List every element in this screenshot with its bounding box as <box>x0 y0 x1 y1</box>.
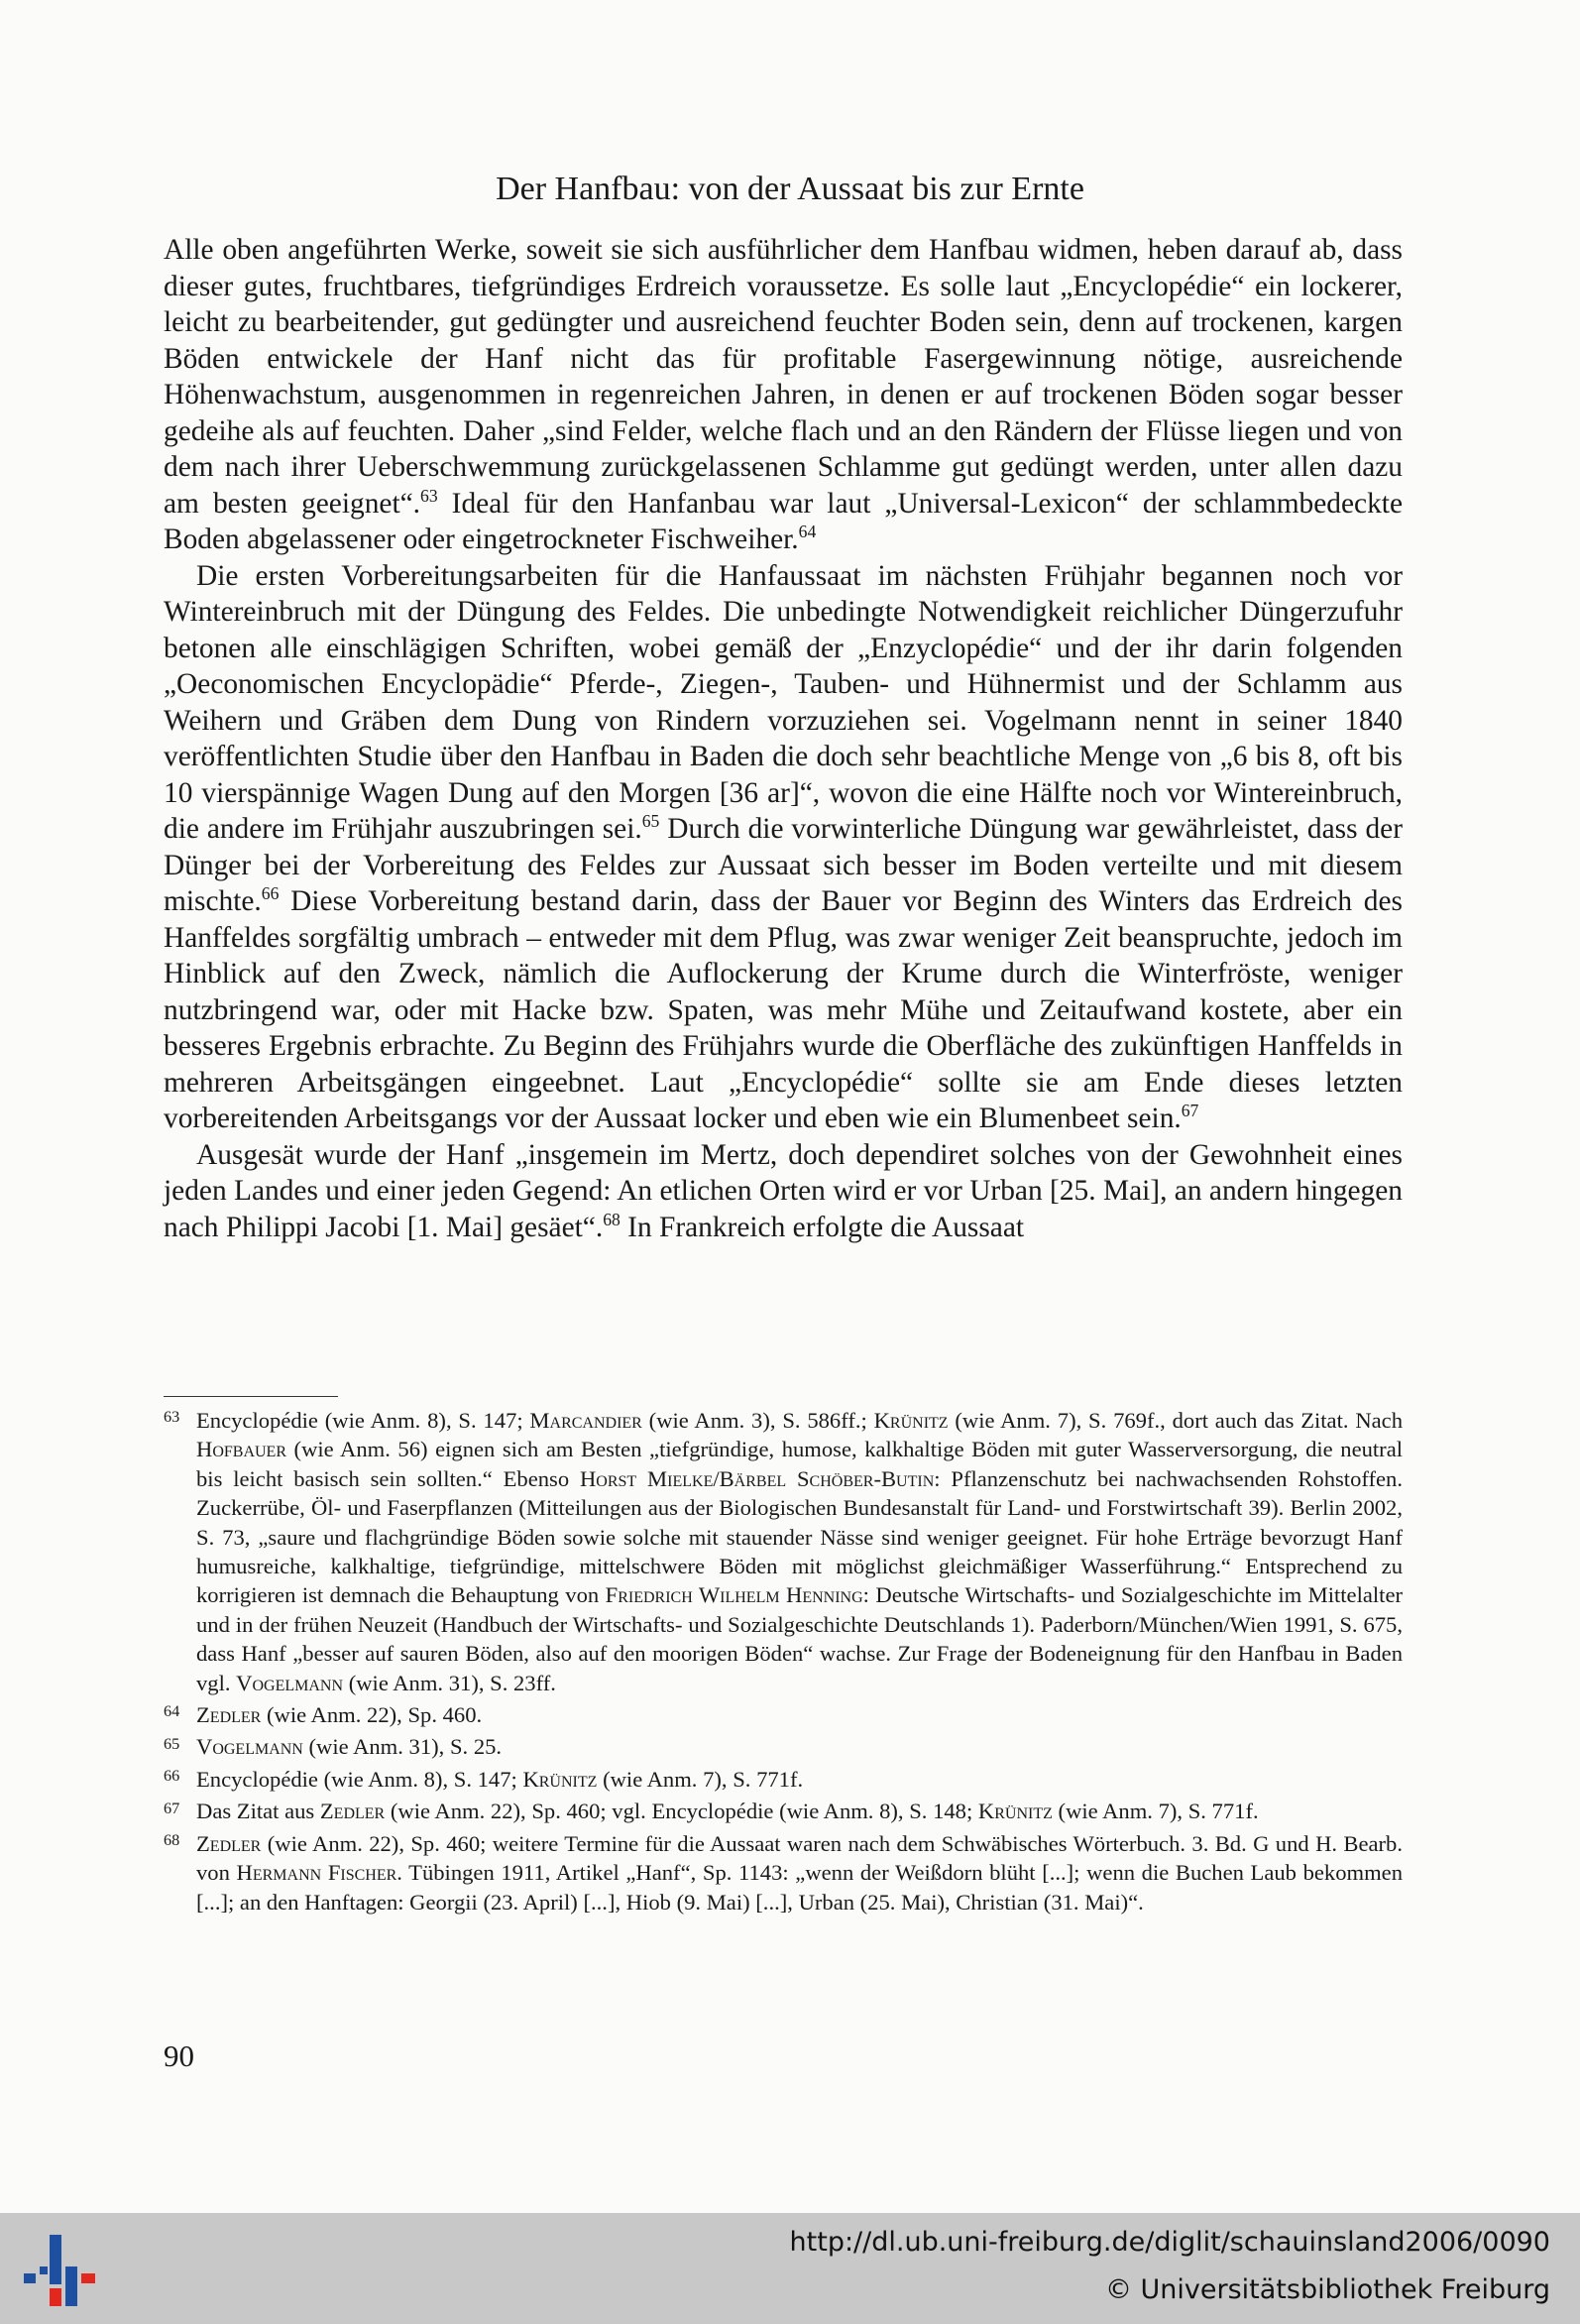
footnote-reference: 68 <box>603 1209 621 1229</box>
author-name: Friedrich Wilhelm Henning <box>605 1582 863 1608</box>
footnote-68: 68 Zedler (wie Anm. 22), Sp. 460; weitere Termine für die Aussaat waren nach dem Schwäbisches Wörterbuch. 3. Bd. G und H. Bearb. von Hermann Fischer. Tübingen 1911, Artikel „Hanf“, Sp. 1143: „wenn der Weißdorn blüht [...]; wenn die Buchen Laub bekommen [...]; an den Hanftagen: Georgii (23. April) [...], Hiob (9. Mai) [...], Urban (25. Mai), Christian (31. Mai)“. <box>164 1830 1403 1915</box>
footnote-text <box>196 1799 1259 1823</box>
text-run: : Deutsche Wirtschafts- und Sozialgeschichte im Mittelalter und in der frühen Neuzeit (Handbuch der Wirtschafts- und Sozialgeschichte Deutschlands 1). Paderborn/München/Wien 1991, S. 675, dass Hanf „besser auf sauren Böden, also auf den moorigen Böden“ wachse. Zur Frage der Bodeneignung für den Hanfbau in Baden vgl. <box>196 1582 1404 1695</box>
text-run: (wie Anm. 31), S. 23ff. <box>343 1670 556 1695</box>
text-run: Ausgesät wurde der Hanf „insgemein im Mertz, doch dependiret solches von der Gewohnheit eines jeden Landes und einer jeden Gegend: An etlichen Orten wird er vor Urban [25. Mai], an andern hingegen nach Philippi Jacobi [1. Mai] gesäet“. <box>164 1138 1403 1243</box>
footnote-text <box>196 1767 803 1792</box>
text-run: (wie Anm. 56) eignen sich am Besten „tiefgründige, humose, kalkhaltige Böden mit guter Wasserversorgung, die neutral bis leicht basisch sein sollten.“ Ebenso <box>196 1437 1403 1491</box>
author-name: Hofbauer <box>196 1437 286 1462</box>
footnote-reference: 67 <box>1181 1101 1199 1121</box>
footnote-reference: 65 <box>641 811 660 832</box>
text-run: Das Zitat aus <box>196 1799 320 1824</box>
text-run: (wie Anm. 7), S. 771f. <box>1052 1799 1259 1824</box>
footnote-reference: 66 <box>261 883 280 904</box>
text-run: Durch die vorwinterliche Düngung war gewährleistet, dass der Dünger bei der Vorbereitung des Feldes zur Aussaat sich besser im Boden verteilte und mit diesem mischte. <box>164 813 1403 917</box>
text-run: (wie Anm. 22), Sp. 460. <box>261 1702 483 1728</box>
copyright-notice: © Universitätsbibliothek Freiburg <box>1104 2274 1550 2305</box>
text-run: (wie Anm. 3), S. 586ff.; <box>641 1408 874 1433</box>
text-run: : Pflanzenschutz bei nachwachsenden Rohstoffen. Zuckerrübe, Öl- und Faserpflanzen (Mitteilungen aus der Biologischen Bundesanstalt für Land- und Forstwirtschaft 39). Berlin 2002, S. 73, „saure und flachgründige Böden sowie solche mit stauender Nässe sind weniger geeignet. Für hohe Erträge bevorzugt Hanf humusreiche, kalkhaltige, tiefgründige, mittelschwere Böden mit möglichst gleichmäßiger Wasserführung.“ Entsprechend zu korrigieren ist demnach die Behauptung von <box>196 1465 1403 1608</box>
footnote-65: 65 Vogelmann (wie Anm. 31), S. 25. <box>164 1734 503 1760</box>
author-name: Zedler <box>196 1830 262 1856</box>
text-run: (wie Anm. 7), S. 771f. <box>597 1766 804 1792</box>
text-run: Encyclopédie (wie Anm. 8), S. 147; <box>196 1766 523 1792</box>
footnote-66: 66 Encyclopédie (wie Anm. 8), S. 147; Krünitz (wie Anm. 7), S. 771f. <box>164 1766 804 1792</box>
text-run: In Frankreich erfolgte die Aussaat <box>620 1211 1025 1243</box>
footnote-text <box>196 1702 482 1727</box>
text-run: Encyclopédie (wie Anm. 8), S. 147; <box>196 1408 530 1433</box>
permalink-url[interactable]: http://dl.ub.uni-freiburg.de/diglit/schauinsland2006/0090 <box>789 2227 1550 2258</box>
author-name: Krünitz <box>977 1799 1053 1824</box>
author-name: Vogelmann <box>196 1734 303 1760</box>
text-run: (wie Anm. 7), S. 769f., dort auch das Zitat. Nach <box>948 1408 1403 1433</box>
footnote-reference: 63 <box>420 485 438 506</box>
footnote-text <box>196 1734 502 1759</box>
text-run: Diese Vorbereitung bestand darin, dass der Bauer vor Beginn des Winters das Erdreich des Hanffeldes sorgfältig umbrach – entweder mit dem Pflug, was zwar weniger Zeit beanspruchte, jedoch im Hinblick auf den Zweck, nämlich die Auflockerung der Krume durch die Winterfröste, weniger nutzbringend war, oder mit Hacke bzw. Spaten, was mehr Mühe und Zeitaufwand kostete, aber ein besseres Ergebnis erbrachte. Zu Beginn des Frühjahrs wurde die Oberfläche des zukünftigen Hanffelds in mehreren Arbeitsgängen eingeebnet. Laut „Encyclopédie“ sollte sie am Ende dieses letzten vorbereitenden Arbeitsgangs vor der Aussaat locker und eben wie ein Blumenbeet sein. <box>164 885 1403 1134</box>
body-paragraph-1 <box>164 232 1403 558</box>
text-run: (wie Anm. 22), Sp. 460; vgl. Encyclopédie (wie Anm. 8), S. 148; <box>385 1799 978 1824</box>
footnote-text <box>196 1831 1403 1915</box>
body-text <box>164 232 1403 1245</box>
author-name: Hermann Fischer <box>236 1860 397 1886</box>
footnote-divider <box>164 1396 338 1397</box>
text-run: Alle oben angeführten Werke, soweit sie sich ausführlicher dem Hanfbau widmen, heben darauf ab, dass dieser gutes, fruchtbares, tiefgründiges Erdreich voraussetze. Es solle laut „Encyclopédie“ ein lockerer, leicht zu bearbeitender, gut gedüngter und ausreichend feuchter Boden sein, denn auf trockenen, kargen Böden entwickele der Hanf nicht das für profitable Fasergewinnung nötige, ausreichende Höhenwachstum, ausgenommen in regenreichen Jahren, in denen er auf trockenen Böden sogar besser gedeihe als auf feuchten. Daher „sind Felder, welche flach und an den Rändern der Flüsse liegen und von dem nach ihrer Ueberschwemmung zurückgelassenen Schlamme gut gedüngt werden, unter allen dazu am besten geeignet“. <box>164 234 1403 520</box>
author-name: Horst Mielke/Bärbel Schöber-Butin <box>579 1465 935 1491</box>
text-run: . Tübingen 1911, Artikel „Hanf“, Sp. 1143: „wenn der Weißdorn blüht [...]; wenn die Buchen Laub bekommen [...]; an den Hanftagen: Georgii (23. April) [...], Hiob (9. Mai) [...], Urban (25. Mai), Christian (31. Mai)“. <box>196 1860 1403 1915</box>
author-name: Vogelmann <box>236 1670 344 1695</box>
text-run: (wie Anm. 31), S. 25. <box>302 1734 503 1760</box>
footnotes <box>164 1406 1403 1919</box>
author-name: Krünitz <box>522 1766 598 1792</box>
author-name: Krünitz <box>873 1408 949 1433</box>
footnote-reference: 64 <box>798 522 817 542</box>
text-run: Ideal für den Hanfanbau war laut „Universal-Lexicon“ der schlammbedeckte Boden abgelassener oder eingetrockneter Fischweiher. <box>164 487 1403 555</box>
footnote-64: 64 Zedler (wie Anm. 22), Sp. 460. <box>164 1702 483 1728</box>
body-paragraph-3 <box>164 1137 1403 1246</box>
footnote-63: 63 Encyclopédie (wie Anm. 8), S. 147; Marcandier (wie Anm. 3), S. 586ff.; Krünitz (wie Anm. 7), S. 769f., dort auch das Zitat. Nach Hofbauer (wie Anm. 56) eignen sich am Besten „tiefgründige, humose, kalkhaltige Böden mit guter Wasserversorgung, die neutral bis leicht basisch sein sollten.“ Ebenso Horst Mielke/Bärbel Schöber-Butin: Pflanzenschutz bei nachwachsenden Rohstoffen. Zuckerrübe, Öl- und Faserpflanzen (Mitteilungen aus der Biologischen Bundesanstalt für Land- und Forstwirtschaft 39). Berlin 2002, S. 73, „saure und flachgründige Böden sowie solche mit stauender Nässe sind weniger geeignet. Für hohe Erträge bevorzugt Hanf humusreiche, kalkhaltige, tiefgründige, mittelschwere Böden mit möglichst gleichmäßiger Wasserführung.“ Entsprechend zu korrigieren ist demnach die Behauptung von Friedrich Wilhelm Henning: Deutsche Wirtschafts- und Sozialgeschichte im Mittelalter und in der frühen Neuzeit (Handbuch der Wirtschafts- und Sozialgeschichte Deutschlands 1). Paderborn/München/Wien 1991, S. 675, dass Hanf „besser auf sauren Böden, also auf den moorigen Böden“ wachse. Zur Frage der Bodeneignung für den Hanfbau in Baden vgl. Vogelmann (wie Anm. 31), S. 23ff. <box>164 1408 1404 1695</box>
author-name: Zedler <box>196 1702 262 1728</box>
library-logo-icon <box>22 2229 99 2308</box>
footnote-text <box>196 1408 1403 1695</box>
author-name: Marcandier <box>529 1408 642 1433</box>
viewer-footer <box>0 2213 1580 2324</box>
author-name: Zedler <box>319 1799 386 1824</box>
page-number: 90 <box>164 2038 194 2073</box>
body-paragraph-2 <box>164 558 1403 1137</box>
text-run: (wie Anm. 22), Sp. 460; weitere Termine für die Aussaat waren nach dem Schwäbisches Wörterbuch. 3. Bd. G und H. Bearb. von <box>196 1830 1403 1886</box>
text-run: Die ersten Vorbereitungsarbeiten für die Hanfaussaat im nächsten Frühjahr begannen noch vor Wintereinbruch mit der Düngung des Feldes. Die unbedingte Notwendigkeit reichlicher Düngerzufuhr betonen alle einschlägigen Schriften, wobei gemäß der „Enzyclopédie“ und der ihr darin folgenden „Oeconomischen Encyclopädie“ Pferde-, Ziegen-, Tauben- und Hühnermist und der Schlamm aus Weihern und Gräben dem Dung von Rindern vorzuziehen sei. Vogelmann nennt in seiner 1840 veröffentlichten Studie über den Hanfbau in Baden die doch sehr beachtliche Menge von „6 bis 8, oft bis 10 vierspännige Wagen Dung auf den Morgen [36 ar]“, wovon die eine Hälfte noch vor Wintereinbruch, die andere im Frühjahr auszubringen sei. <box>164 559 1403 845</box>
section-heading: Der Hanfbau: von der Aussaat bis zur Ernte <box>496 171 1084 207</box>
footnote-67: 67 Das Zitat aus Zedler (wie Anm. 22), Sp. 460; vgl. Encyclopédie (wie Anm. 8), S. 148; Krünitz (wie Anm. 7), S. 771f. <box>164 1799 1259 1824</box>
